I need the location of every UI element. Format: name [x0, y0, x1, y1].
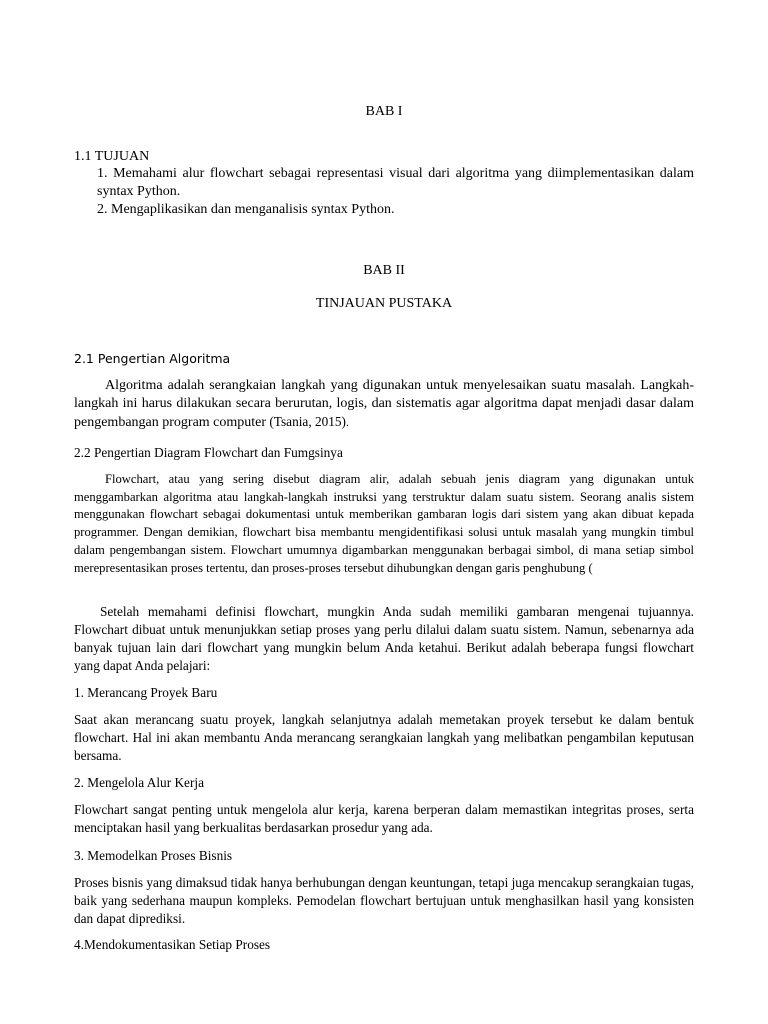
- function-1-text: Saat akan merancang suatu proyek, langkah selanjutnya adalah memetakan proyek tersebut ke dalam bentuk flowchart. Hal ini akan membantu Anda merancang serangkaian langkah yang melibatkan pengambilan keputusan bersama.: [74, 712, 694, 763]
- function-2-text: Flowchart sangat penting untuk mengelola alur kerja, karena berperan dalam memastikan integritas proses, serta menciptakan hasil yang berkualitas berdasarkan prosedur yang ada.: [74, 802, 694, 835]
- bab2-subtitle: TINJAUAN PUSTAKA: [315, 296, 453, 311]
- s21-paragraph: [74, 377, 694, 432]
- s22-paragraph-2: Setelah memahami definisi flowchart, mungkin Anda sudah memiliki gambaran mengenai tujuannya. Flowchart dibuat untuk menunjukkan setiap proses yang perlu dilalui dalam suatu sistem. Namun, sebenarnya ada banyak tujuan lain dari flowchart yang mungkin belum Anda ketahui. Berikut adalah beberapa fungsi flowchart yang dapat Anda pelajari:: [74, 604, 694, 673]
- tujuan-item-1: 1. Memahami alur flowchart sebagai representasi visual dari algoritma yang diimplementasikan dalam syntax Python.: [97, 166, 694, 199]
- s21-paragraph-text: Algoritma adalah serangkaian langkah yang digunakan untuk menyelesaikan suatu masalah. Langkah-langkah ini harus dilakukan secara berurutan, logis, dan sistematis agar algoritma dapat menjadi dasar dalam pengembangan program computer: [74, 378, 694, 430]
- function-3-text: Proses bisnis yang dimaksud tidak hanya berhubungan dengan keuntungan, tetapi juga mencakup serangkaian tugas, baik yang sederhana maupun kompleks. Pemodelan flowchart bertujuan untuk menghasilkan hasil yang konsisten dan dapat diprediksi.: [74, 875, 694, 926]
- s21-heading: 2.1 Pengertian Algoritma: [74, 351, 231, 366]
- bab2-title: BAB II: [363, 263, 405, 278]
- bab1-title: BAB I: [365, 104, 403, 119]
- tujuan-heading: 1.1 TUJUAN: [74, 149, 150, 164]
- s22-heading: 2.2 Pengertian Diagram Flowchart dan Fumgsinya: [74, 445, 343, 460]
- tujuan-item-2: 2. Mengaplikasikan dan menganalisis syntax Python.: [97, 202, 395, 217]
- s21-end: .: [345, 417, 349, 429]
- s22-paragraph-1: Flowchart, atau yang sering disebut diagram alir, adalah sebuah jenis diagram yang digunakan untuk menggambarkan algoritma atau langkah-langkah instruksi yang terstruktur dalam suatu sistem. Seorang analis sistem menggunakan flowchart sebagai dokumentasi untuk memberikan gambaran logis dari sistem yang akan dibuat kepada programmer. Dengan demikian, flowchart bisa membantu mengidentifikasi solusi untuk masalah yang mungkin timbul dalam pengembangan sistem. Flowchart umumnya digambarkan menggunakan berbagai simbol, di mana setiap simbol merepresentasikan proses tertentu, dan proses-proses tersebut dihubungkan dengan garis penghubung (: [74, 472, 694, 575]
- function-2-title: 2. Mengelola Alur Kerja: [74, 775, 204, 790]
- function-4-title: 4.Mendokumentasikan Setiap Proses: [74, 937, 271, 952]
- s21-citation: (Tsania, 2015): [266, 414, 346, 429]
- function-1-title: 1. Merancang Proyek Baru: [74, 685, 218, 700]
- document-page: [74, 0, 694, 1024]
- function-3-title: 3. Memodelkan Proses Bisnis: [74, 848, 233, 863]
